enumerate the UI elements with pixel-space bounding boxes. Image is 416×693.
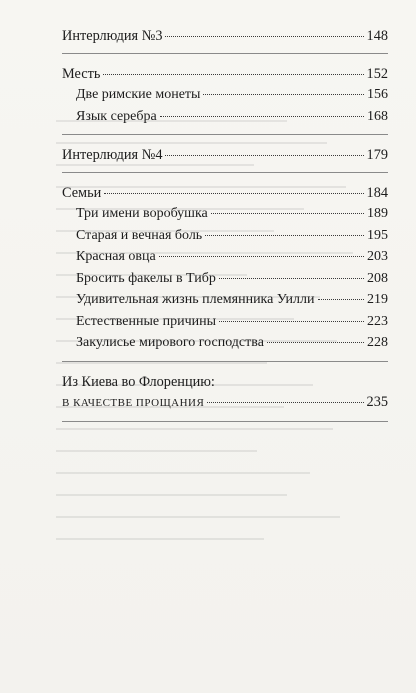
toc-group [62,372,388,412]
toc-entry [62,64,388,84]
dot-leader [165,36,363,37]
toc-subentry [62,311,388,333]
toc-subentry [62,106,388,128]
toc-subentry [62,289,388,311]
toc-entry [62,392,388,412]
dot-leader [267,342,364,343]
toc-entry-title: Интерлюдия №3 [62,28,163,44]
toc-group [62,183,388,354]
toc-entry-title-line1: Из Киева во Флоренцию: [62,373,215,390]
toc-entry [62,183,388,203]
toc-entry-page: 219 [367,292,388,307]
toc-entry-title: Интерлюдия №4 [62,147,163,163]
toc-entry-page: 184 [366,185,388,201]
toc-subentry [62,225,388,247]
dot-leader [219,321,364,322]
dot-leader [318,299,365,300]
dot-leader [104,193,363,194]
dot-leader [211,213,364,214]
toc-entry-page: 168 [367,108,388,124]
toc-entry-page: 223 [367,313,388,329]
toc-entry-title: Старая и вечная боль [76,227,203,243]
toc-group [62,145,388,165]
toc-subentry [62,246,388,268]
separator-rule [62,361,388,362]
toc-entry-page: 235 [366,393,388,410]
toc-subentry [62,203,388,225]
toc-entry-page: 152 [366,66,388,82]
separator-rule [62,53,388,54]
dot-leader [160,116,364,117]
toc-entry-page: 228 [367,335,388,350]
toc-subentry [62,84,388,106]
toc-entry-title: Естественные причины [76,313,217,329]
toc-entry-title: Бросить факелы в Тибр [76,270,216,286]
separator-rule [62,172,388,173]
toc-entry-title: Красная овца [76,249,156,264]
toc-entry-title-line2: В КАЧЕСТВЕ ПРОЩАНИЯ [62,396,205,409]
dot-leader [203,94,364,95]
toc-entry-title: Три имени воробушка [76,206,208,221]
toc-entry-page: 203 [367,249,388,264]
toc-entry-page: 195 [367,227,388,243]
toc-entry-title: Месть [62,66,101,82]
dot-leader [165,155,363,156]
dot-leader [207,402,363,403]
dot-leader [103,74,363,75]
toc-subentry [62,268,388,290]
toc-entry [62,26,388,46]
toc-entry-page: 156 [367,87,388,102]
separator-rule [62,134,388,135]
separator-rule [62,421,388,422]
toc-subentry [62,332,388,354]
dot-leader [219,278,364,279]
toc-group [62,64,388,127]
toc-entry-page: 148 [366,28,388,44]
toc-entry-title: Закулисье мирового господства [76,335,264,350]
toc-entry-title: Язык серебра [76,108,157,124]
dot-leader [159,256,364,257]
table-of-contents [62,26,388,432]
toc-entry-page: 189 [367,206,388,221]
toc-entry-page: 208 [367,270,388,286]
toc-entry-title: Семьи [62,185,102,201]
toc-entry-title: Удивительная жизнь племянника Уилли [76,292,315,307]
dot-leader [205,235,364,236]
toc-group [62,26,388,46]
toc-entry [62,145,388,165]
toc-entry-title: Две римские монеты [76,87,201,102]
toc-entry-page: 179 [366,147,388,163]
